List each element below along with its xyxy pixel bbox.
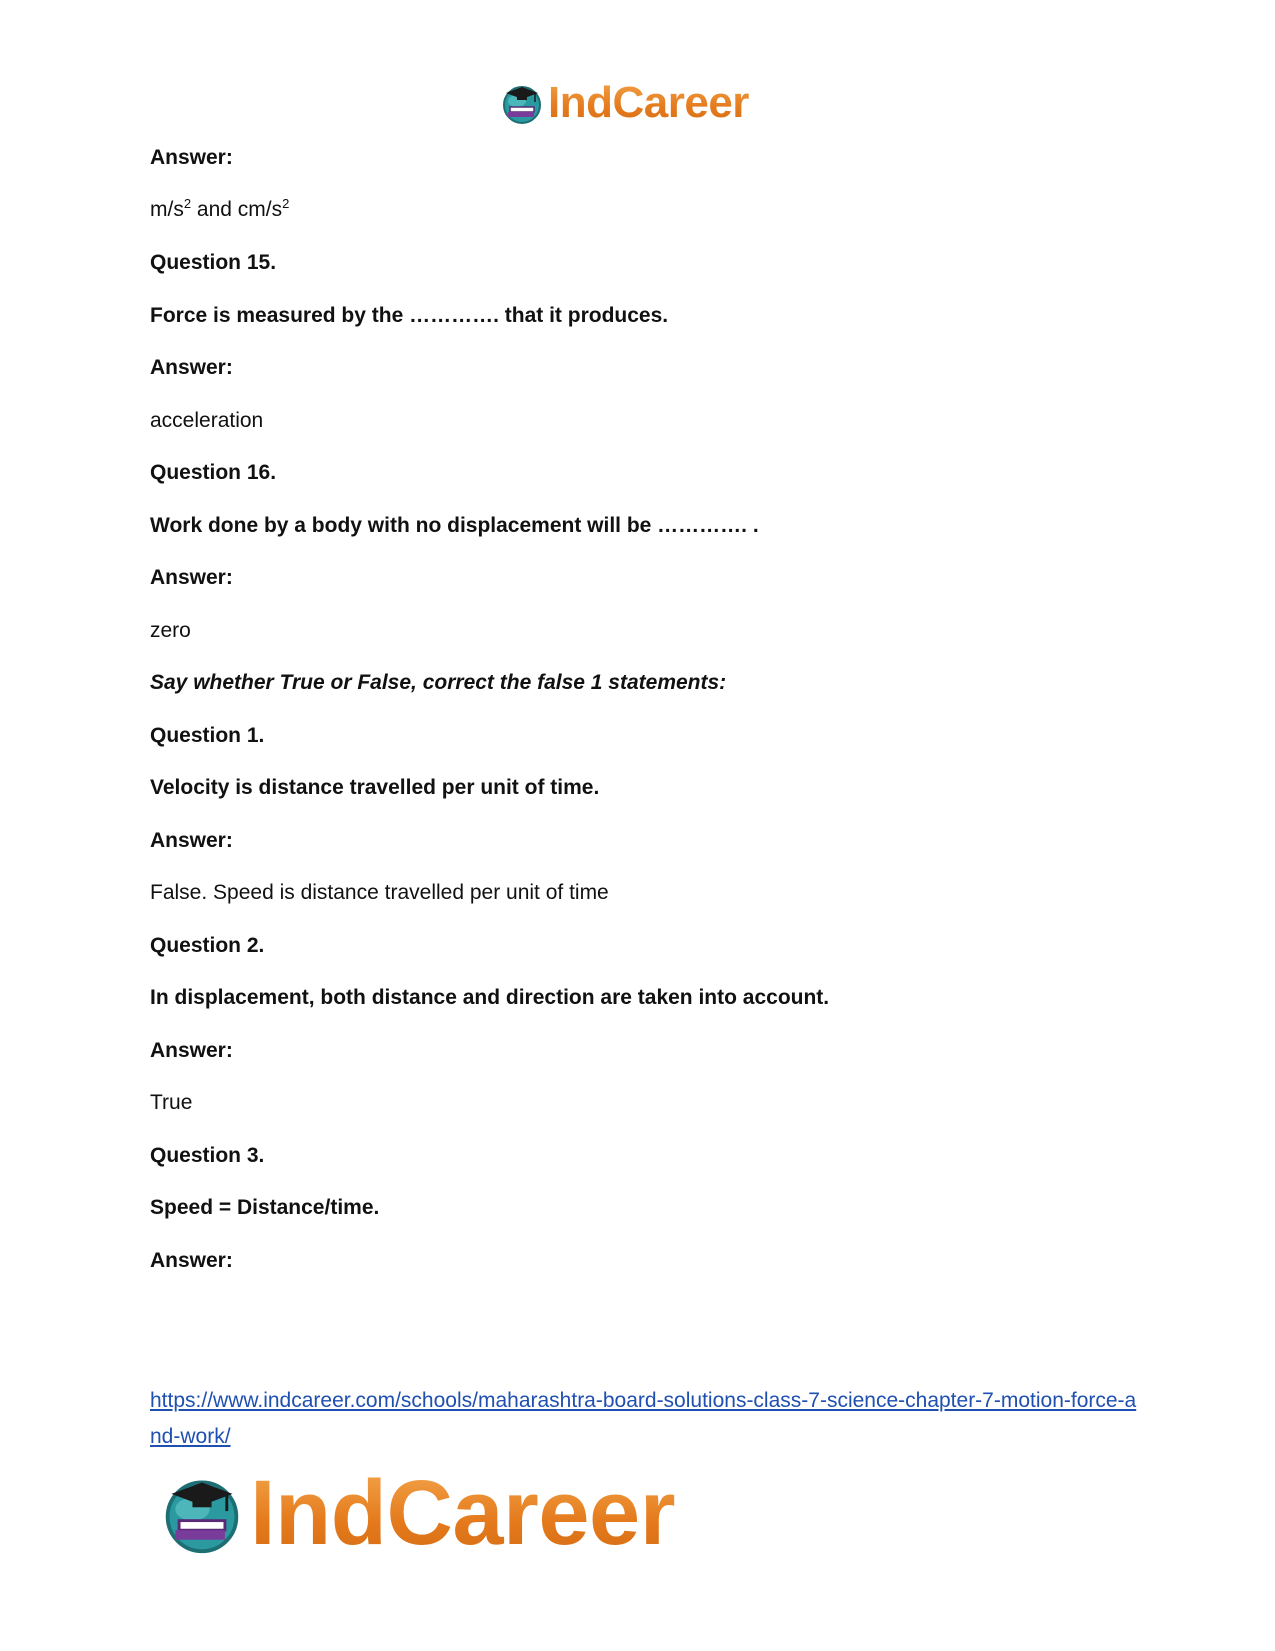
tf-question-1-label: Question 1. bbox=[150, 724, 265, 747]
tf-question-1-text: Velocity is distance travelled per unit of time. bbox=[150, 776, 600, 799]
question-16-text: Work done by a body with no displacement will be …………. . bbox=[150, 514, 759, 537]
answer-label: Answer: bbox=[150, 566, 233, 589]
answer-label: Answer: bbox=[150, 1249, 233, 1272]
tf-question-3-text: Speed = Distance/time. bbox=[150, 1196, 380, 1219]
brand-wordmark: IndCareer bbox=[250, 1462, 675, 1564]
section-heading: Say whether True or False, correct the false 1 statements: bbox=[150, 671, 727, 694]
tf-question-3-label: Question 3. bbox=[150, 1144, 265, 1167]
question-16-label: Question 16. bbox=[150, 461, 277, 484]
answer-label: Answer: bbox=[150, 356, 233, 379]
tf-answer-2-text: True bbox=[150, 1091, 193, 1114]
header-logo bbox=[500, 78, 749, 128]
answer-label: Answer: bbox=[150, 1039, 233, 1062]
exponent: 2 bbox=[183, 196, 192, 211]
answer-14-text bbox=[150, 197, 289, 223]
question-15-text: Force is measured by the …………. that it produces. bbox=[150, 304, 669, 327]
source-link[interactable]: https://www.indcareer.com/schools/maharashtra-board-solutions-class-7-science-chapter-7-motion-force-and-work/ bbox=[150, 1389, 1137, 1448]
answer-15-text: acceleration bbox=[150, 409, 264, 432]
tf-question-2-label: Question 2. bbox=[150, 934, 265, 957]
brand-wordmark: IndCareer bbox=[548, 78, 749, 127]
unit-text: and cm/s bbox=[191, 198, 283, 221]
exponent: 2 bbox=[282, 196, 290, 211]
question-15-label: Question 15. bbox=[150, 251, 277, 274]
graduation-cap-globe-icon bbox=[500, 81, 544, 125]
unit-text: m/s bbox=[150, 198, 184, 221]
tf-question-2-text: In displacement, both distance and direction are taken into account. bbox=[150, 986, 830, 1009]
answer-16-text: zero bbox=[150, 619, 191, 642]
answer-label: Answer: bbox=[150, 146, 233, 169]
graduation-cap-globe-icon bbox=[160, 1471, 244, 1555]
footer-logo bbox=[160, 1462, 675, 1564]
answer-label: Answer: bbox=[150, 829, 233, 852]
tf-answer-1-text: False. Speed is distance travelled per unit of time bbox=[150, 881, 609, 904]
